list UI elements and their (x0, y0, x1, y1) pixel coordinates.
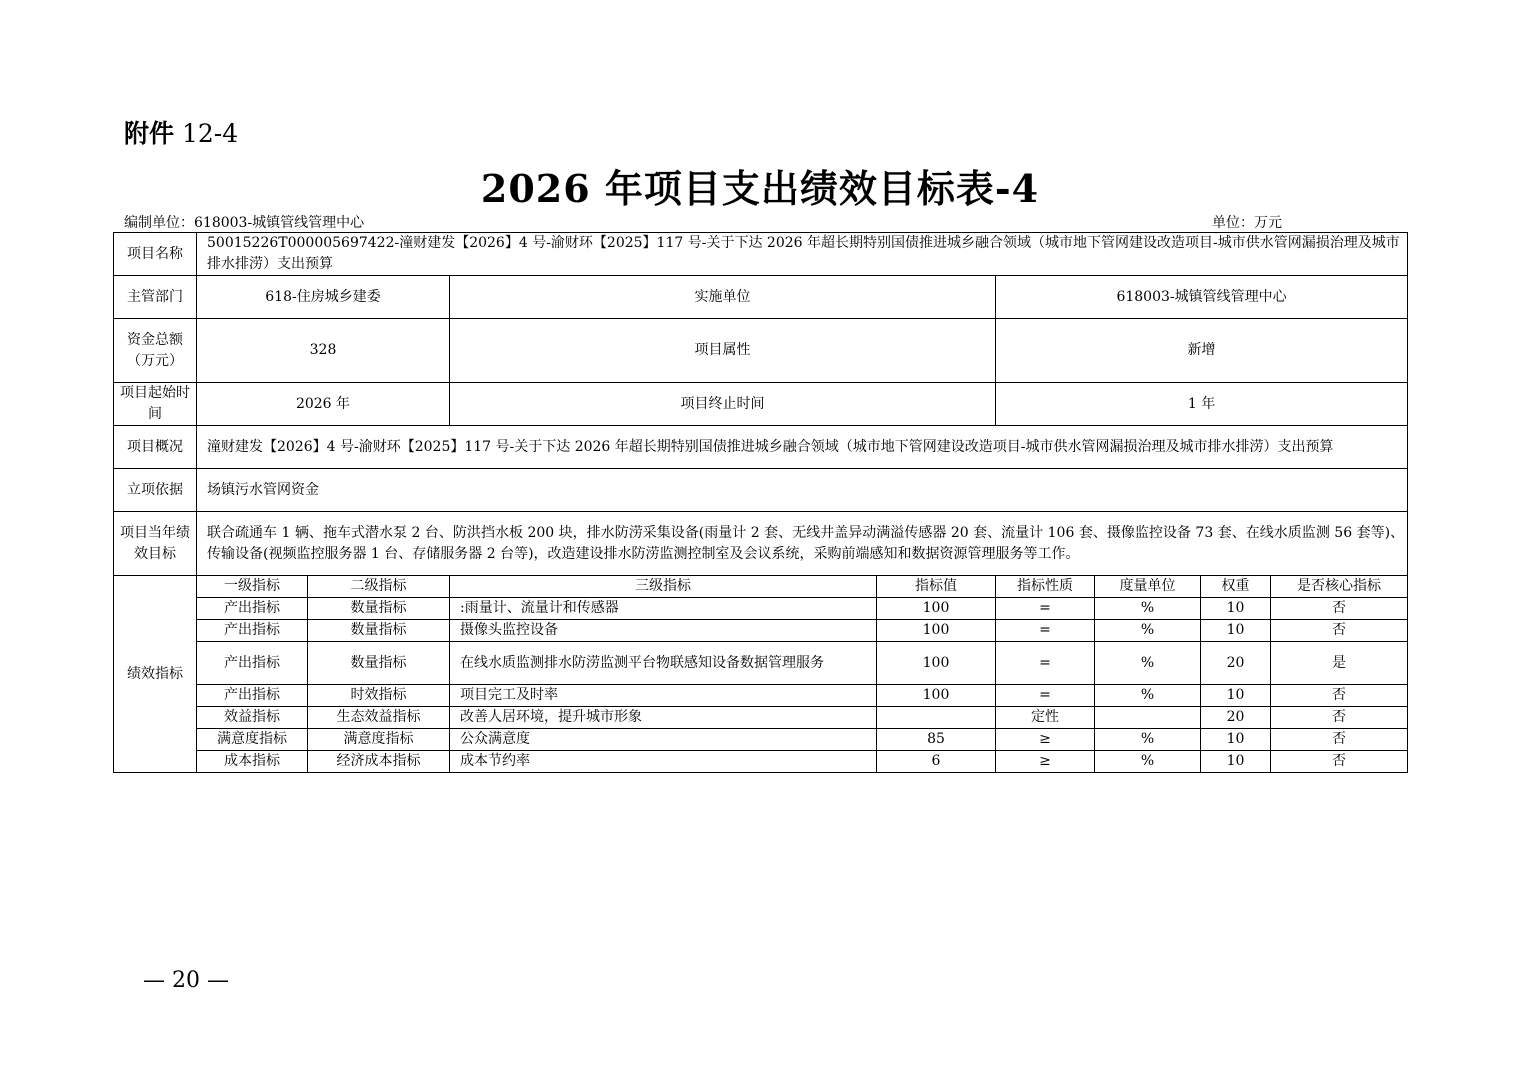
indicator-header-row (114, 576, 1408, 598)
funds-label: 资金总额（万元） (114, 319, 197, 383)
unit-cell: % (1095, 729, 1201, 751)
level3-cell: 成本节约率 (450, 751, 877, 773)
nature-cell: = (996, 642, 1095, 685)
weight-cell: 20 (1201, 642, 1271, 685)
header-level1: 一级指标 (197, 576, 308, 598)
unit-cell: % (1095, 642, 1201, 685)
weight-cell: 10 (1201, 751, 1271, 773)
currency-unit: 单位：万元 (1212, 215, 1282, 231)
header-weight: 权重 (1201, 576, 1271, 598)
row-project-name (114, 233, 1408, 276)
core-cell: 否 (1271, 685, 1408, 707)
row-funds (114, 319, 1408, 383)
level3-cell: 项目完工及时率 (450, 685, 877, 707)
project-attr-value: 新增 (996, 319, 1408, 383)
dept-label: 主管部门 (114, 276, 197, 319)
indicator-row (114, 642, 1408, 685)
start-time-value: 2026 年 (197, 383, 450, 426)
weight-cell: 10 (1201, 598, 1271, 620)
level1-cell: 产出指标 (197, 642, 308, 685)
dept-value: 618-住房城乡建委 (197, 276, 450, 319)
unit-cell: % (1095, 751, 1201, 773)
core-cell: 否 (1271, 707, 1408, 729)
indicator-row (114, 751, 1408, 773)
value-cell: 6 (877, 751, 996, 773)
unit-cell: % (1095, 620, 1201, 642)
level2-cell: 数量指标 (308, 598, 450, 620)
project-attr-label: 项目属性 (450, 319, 996, 383)
level1-cell: 产出指标 (197, 685, 308, 707)
end-time-value: 1 年 (996, 383, 1408, 426)
attachment-number: 12-4 (181, 119, 239, 148)
value-cell: 100 (877, 685, 996, 707)
value-cell: 85 (877, 729, 996, 751)
level3-cell: 在线水质监测排水防涝监测平台物联感知设备数据管理服务 (450, 642, 877, 685)
header-core: 是否核心指标 (1271, 576, 1408, 598)
header-value: 指标值 (877, 576, 996, 598)
value-cell (877, 707, 996, 729)
indicator-row (114, 598, 1408, 620)
row-goal (114, 512, 1408, 576)
level1-cell: 产出指标 (197, 620, 308, 642)
unit-cell: % (1095, 685, 1201, 707)
header-unit: 度量单位 (1095, 576, 1201, 598)
nature-cell: ≥ (996, 751, 1095, 773)
weight-cell: 10 (1201, 685, 1271, 707)
weight-cell: 20 (1201, 707, 1271, 729)
nature-cell: = (996, 598, 1095, 620)
level2-cell: 经济成本指标 (308, 751, 450, 773)
performance-indicator-label: 绩效指标 (114, 576, 197, 773)
attachment-prefix: 附件 (124, 119, 175, 148)
core-cell: 是 (1271, 642, 1408, 685)
page-title: 2026 年项目支出绩效目标表-4 (480, 166, 1040, 211)
funds-value: 328 (197, 319, 450, 383)
level3-cell: :雨量计、流量计和传感器 (450, 598, 877, 620)
header-level3: 三级指标 (450, 576, 877, 598)
performance-target-table (113, 232, 1408, 773)
goal-label: 项目当年绩效目标 (114, 512, 197, 576)
core-cell: 否 (1271, 598, 1408, 620)
project-name-value: 50015226T000005697422-潼财建发【2026】4 号-渝财环【2025】117 号-关于下达 2026 年超长期特别国债推进城乡融合领域（城市地下管网建设改造项目-城市供水管网漏损治理及城市排水排涝）支出预算 (197, 233, 1408, 276)
level1-cell: 满意度指标 (197, 729, 308, 751)
weight-cell: 10 (1201, 620, 1271, 642)
core-cell: 否 (1271, 751, 1408, 773)
nature-cell: 定性 (996, 707, 1095, 729)
value-cell: 100 (877, 598, 996, 620)
page-number: — 20 — (143, 968, 229, 993)
core-cell: 否 (1271, 620, 1408, 642)
level3-cell: 改善人居环境，提升城市形象 (450, 707, 877, 729)
basis-value: 场镇污水管网资金 (197, 469, 1408, 512)
row-start (114, 383, 1408, 426)
project-name-label: 项目名称 (114, 233, 197, 276)
level2-cell: 时效指标 (308, 685, 450, 707)
nature-cell: = (996, 620, 1095, 642)
level1-cell: 成本指标 (197, 751, 308, 773)
unit-cell: % (1095, 598, 1201, 620)
indicator-row (114, 620, 1408, 642)
row-dept (114, 276, 1408, 319)
level3-cell: 摄像头监控设备 (450, 620, 877, 642)
overview-value: 潼财建发【2026】4 号-渝财环【2025】117 号-关于下达 2026 年超长期特别国债推进城乡融合领域（城市地下管网建设改造项目-城市供水管网漏损治理及城市排水排涝）支出预算 (197, 426, 1408, 469)
attachment-label (124, 114, 238, 150)
level1-cell: 效益指标 (197, 707, 308, 729)
header-nature: 指标性质 (996, 576, 1095, 598)
indicator-row (114, 707, 1408, 729)
level3-cell: 公众满意度 (450, 729, 877, 751)
row-basis (114, 469, 1408, 512)
basis-label: 立项依据 (114, 469, 197, 512)
goal-value: 联合疏通车 1 辆、拖车式潜水泵 2 台、防洪挡水板 200 块，排水防涝采集设备(雨量计 2 套、无线井盖异动满溢传感器 20 套、流量计 106 套、摄像监控设备 73 套、在线水质监测 56 套等)、传输设备(视频监控服务器 1 台、存储服务器 2 台等)，改造建设排水防涝监测控制室及会议系统，采购前端感知和数据资源管理服务等工作。 (197, 512, 1408, 576)
end-time-label: 项目终止时间 (450, 383, 996, 426)
indicator-row (114, 685, 1408, 707)
impl-unit-value: 618003-城镇管线管理中心 (996, 276, 1408, 319)
start-time-label: 项目起始时间 (114, 383, 197, 426)
nature-cell: ≥ (996, 729, 1095, 751)
core-cell: 否 (1271, 729, 1408, 751)
unit-cell (1095, 707, 1201, 729)
nature-cell: = (996, 685, 1095, 707)
indicator-row (114, 729, 1408, 751)
level2-cell: 满意度指标 (308, 729, 450, 751)
level2-cell: 数量指标 (308, 642, 450, 685)
value-cell: 100 (877, 642, 996, 685)
overview-label: 项目概况 (114, 426, 197, 469)
weight-cell: 10 (1201, 729, 1271, 751)
compiling-unit: 编制单位：618003-城镇管线管理中心 (124, 215, 365, 231)
impl-unit-label: 实施单位 (450, 276, 996, 319)
level1-cell: 产出指标 (197, 598, 308, 620)
row-overview (114, 426, 1408, 469)
value-cell: 100 (877, 620, 996, 642)
level2-cell: 生态效益指标 (308, 707, 450, 729)
header-level2: 二级指标 (308, 576, 450, 598)
level2-cell: 数量指标 (308, 620, 450, 642)
